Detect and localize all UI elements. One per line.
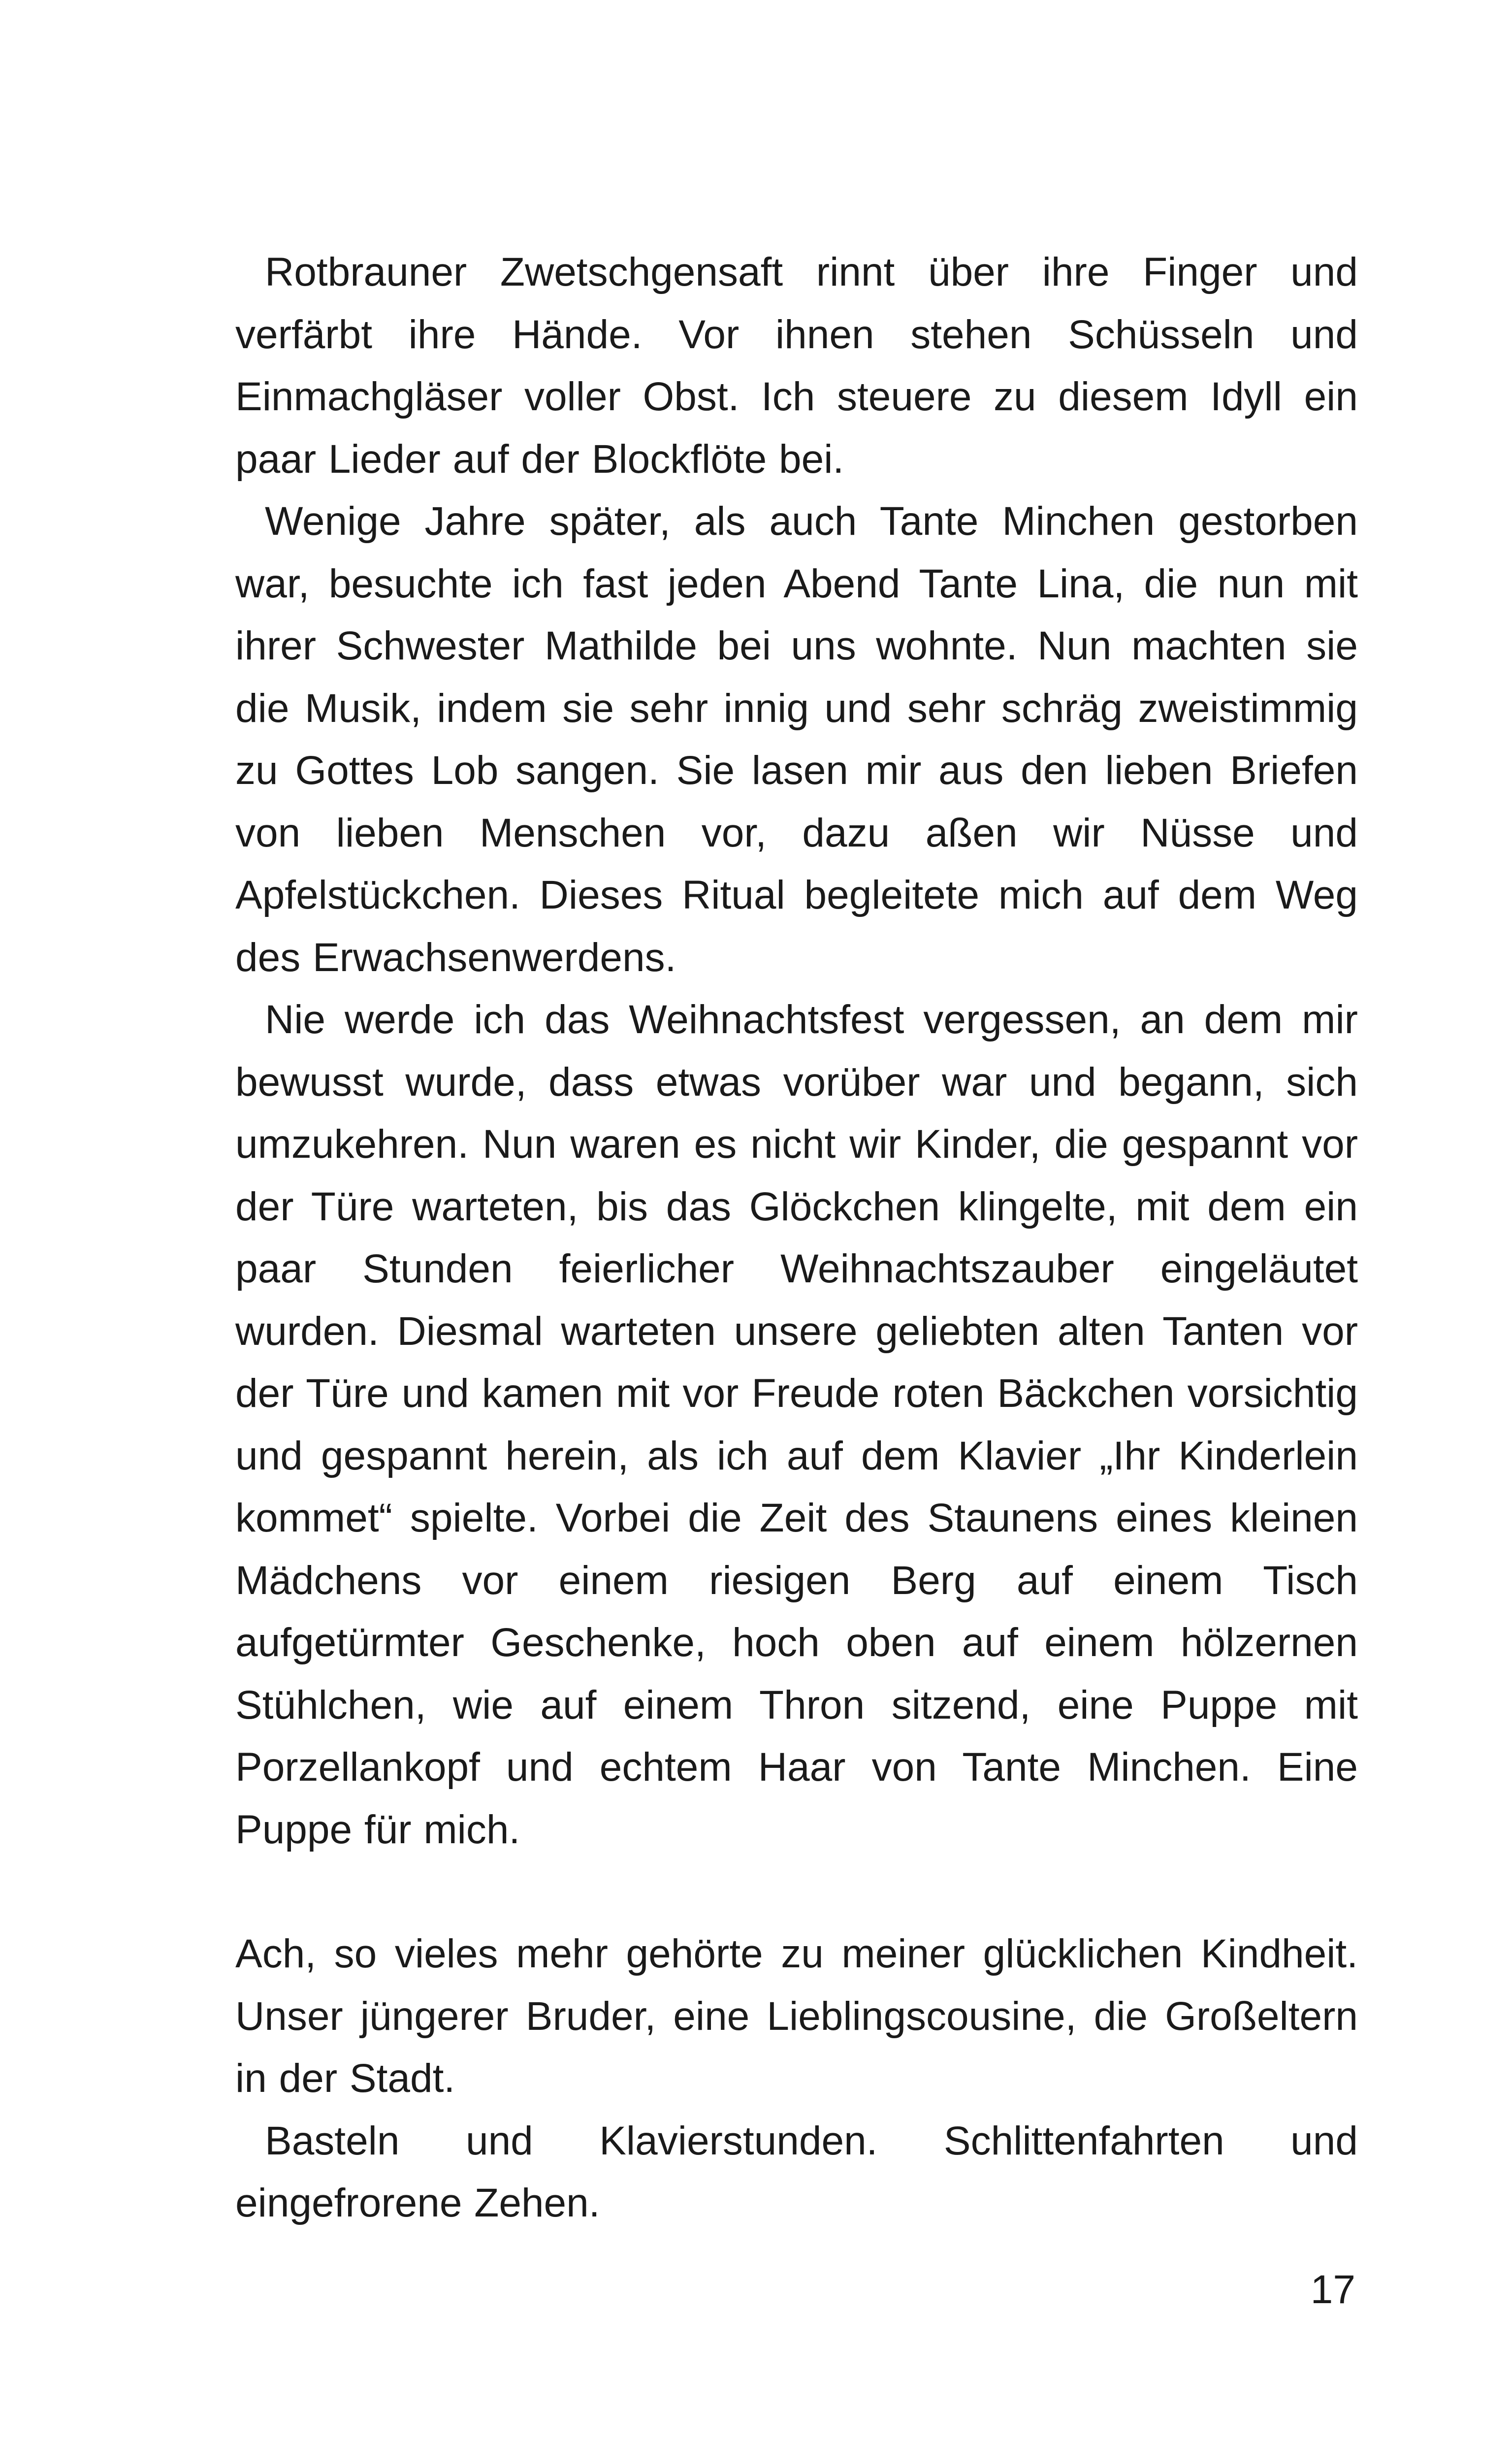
paragraph: Rotbrauner Zwetschgensaft rinnt über ihre Finger und verfärbt ihre Hände. Vor ihnen stehen Schüsseln und Einmachgläser voller Obst. Ich steuere zu diesem Idyll ein paar Lieder auf der Blockflöte bei. [235, 250, 1358, 482]
paragraph: Basteln und Klavierstunden. Schlittenfahrten und eingefrorene Zehen. [235, 2118, 1358, 2225]
paragraph: Nie werde ich das Weihnachtsfest vergessen, an dem mir bewusst wurde, dass etwas vorüber war und begann, sich umzukehren. Nun waren es nicht wir Kinder, die gespannt vor der Türe warteten, bis das Glöckchen klingelte, mit dem ein paar Stunden feierlicher Weihnachtszauber eingeläutet wurden. Diesmal warteten unsere geliebten alten Tanten vor der Türe und kamen mit vor Freude roten Bäckchen vorsichtig und gespannt herein, als ich auf dem Klavier „Ihr Kinderlein kommet“ spielte. Vorbei die Zeit des Staunens eines kleinen Mädchens vor einem riesigen Berg auf einem Tisch aufgetürmter Geschenke, hoch oben auf einem hölzernen Stühlchen, wie auf einem Thron sitzend, eine Puppe mit Porzellankopf und echtem Haar von Tante Minchen. Eine Puppe für mich. [235, 997, 1358, 1852]
body-text [235, 241, 1358, 2235]
paragraph: Wenige Jahre später, als auch Tante Minchen gestorben war, besuchte ich fast jeden Abend Tante Lina, die nun mit ihrer Schwester Mathilde bei uns wohnte. Nun machten sie die Musik, indem sie sehr innig und sehr schräg zweistimmig zu Gottes Lob sangen. Sie lasen mir aus den lieben Briefen von lieben Menschen vor, dazu aßen wir Nüsse und Apfelstückchen. Dieses Ritual begleitete mich auf dem Weg des Erwachsenwerdens. [235, 499, 1358, 980]
paragraph: Ach, so vieles mehr gehörte zu meiner glücklichen Kindheit. Unser jüngerer Bruder, eine Lieblingscousine, die Großeltern in der Stadt. [235, 1931, 1358, 2101]
page-number: 17 [1310, 2267, 1355, 2312]
